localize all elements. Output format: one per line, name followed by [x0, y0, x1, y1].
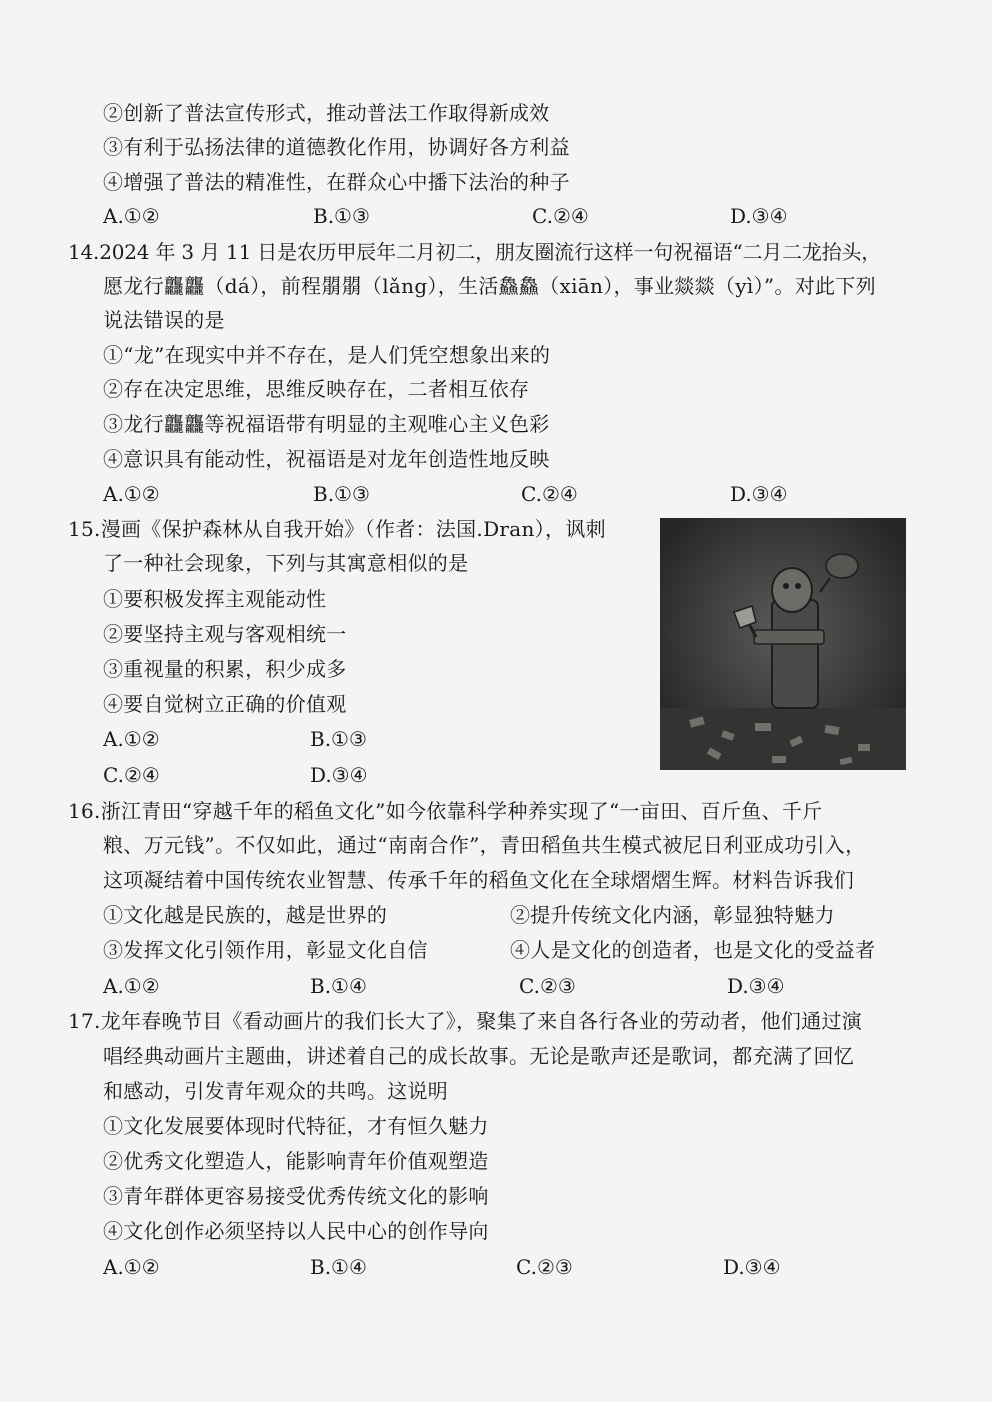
q14-option-c: C.②④: [521, 482, 578, 506]
q16-option-c: C.②③: [519, 974, 576, 998]
q17-item-1: ①文化发展要体现时代特征，才有恒久魅力: [103, 1114, 489, 1138]
q15-option-a: A.①②: [103, 727, 160, 751]
q13-option-d: D.③④: [730, 204, 788, 228]
q13-item-4: ④增强了普法的精准性，在群众心中播下法治的种子: [103, 170, 570, 194]
q14-item-2: ②存在决定思维，思维反映存在，二者相互依存: [103, 377, 530, 401]
q16-option-a: A.①②: [103, 974, 160, 998]
q17-stem-line-1: 17.龙年春晚节目《看动画片的我们长大了》，聚集了来自各行各业的劳动者，他们通过演: [68, 1009, 863, 1033]
q14-stem-line-2: 愿龙行龘龘（dá），前程朤朤（lǎng），生活鱻鱻（xiān），事业燚燚（yì）”。对此下列: [103, 274, 876, 298]
q13-option-c: C.②④: [532, 204, 589, 228]
q16-option-b: B.①④: [310, 974, 367, 998]
q17-option-d: D.③④: [723, 1255, 781, 1279]
q17-stem-line-3: 和感动，引发青年观众的共鸣。这说明: [103, 1079, 449, 1103]
q17-option-a: A.①②: [103, 1255, 160, 1279]
q15-item-3: ③重视量的积累，积少成多: [103, 657, 347, 681]
q16-stem-line-2: 粮、万元钱”。不仅如此，通过“南南合作”，青田稻鱼共生模式被尼日利亚成功引入，: [103, 833, 866, 857]
q14-stem-line-3: 说法错误的是: [103, 308, 225, 332]
q13-item-2: ②创新了普法宣传形式，推动普法工作取得新成效: [103, 101, 550, 125]
q14-item-4: ④意识具有能动性，祝福语是对龙年创造性地反映: [103, 447, 550, 471]
q15-item-1: ①要积极发挥主观能动性: [103, 587, 327, 611]
q15-option-b: B.①③: [310, 727, 367, 751]
q14-option-d: D.③④: [730, 482, 788, 506]
q17-item-2: ②优秀文化塑造人，能影响青年价值观塑造: [103, 1149, 489, 1173]
q16-item-1: ①文化越是民族的，越是世界的: [103, 903, 388, 927]
q16-option-d: D.③④: [727, 974, 785, 998]
q16-item-2: ②提升传统文化内涵，彰显独特魅力: [510, 903, 835, 927]
q14-option-a: A.①②: [103, 482, 160, 506]
q14-item-1: ①“龙”在现实中并不存在，是人们凭空想象出来的: [103, 343, 551, 367]
q17-item-3: ③青年群体更容易接受优秀传统文化的影响: [103, 1184, 489, 1208]
q13-option-b: B.①③: [313, 204, 370, 228]
q15-stem-line-1: 15.漫画《保护森林从自我开始》（作者：法国.Dran），讽刺: [68, 517, 606, 541]
q15-option-d: D.③④: [310, 763, 368, 787]
q16-item-4: ④人是文化的创造者，也是文化的受益者: [510, 938, 876, 962]
q15-item-2: ②要坚持主观与客观相统一: [103, 622, 347, 646]
q14-item-3: ③龙行龘龘等祝福语带有明显的主观唯心主义色彩: [103, 412, 550, 436]
q17-stem-line-2: 唱经典动画片主题曲，讲述着自己的成长故事。无论是歌声还是歌词，都充满了回忆: [103, 1044, 855, 1068]
q16-stem-line-3: 这项凝结着中国传统农业智慧、传承千年的稻鱼文化在全球熠熠生辉。材料告诉我们: [103, 868, 855, 892]
q14-option-b: B.①③: [313, 482, 370, 506]
q15-stem-line-2: 了一种社会现象，下列与其寓意相似的是: [103, 551, 469, 575]
q16-item-3: ③发挥文化引领作用，彰显文化自信: [103, 938, 428, 962]
q13-item-3: ③有利于弘扬法律的道德教化作用，协调好各方利益: [103, 135, 570, 159]
q17-option-b: B.①④: [310, 1255, 367, 1279]
q13-option-a: A.①②: [103, 204, 160, 228]
q17-option-c: C.②③: [516, 1255, 573, 1279]
q16-stem-line-1: 16.浙江青田“穿越千年的稻鱼文化”如今依靠科学种养实现了“一亩田、百斤鱼、千斤: [68, 799, 823, 823]
cartoon-illustration: [660, 518, 906, 770]
q15-option-c: C.②④: [103, 763, 160, 787]
q14-stem-line-1: 14.2024 年 3 月 11 日是农历甲辰年二月初二，朋友圈流行这样一句祝福语“二月二龙抬头，: [68, 240, 882, 264]
forest-cartoon-image: [660, 518, 906, 770]
q15-item-4: ④要自觉树立正确的价值观: [103, 692, 347, 716]
q17-item-4: ④文化创作必须坚持以人民中心的创作导向: [103, 1219, 489, 1243]
